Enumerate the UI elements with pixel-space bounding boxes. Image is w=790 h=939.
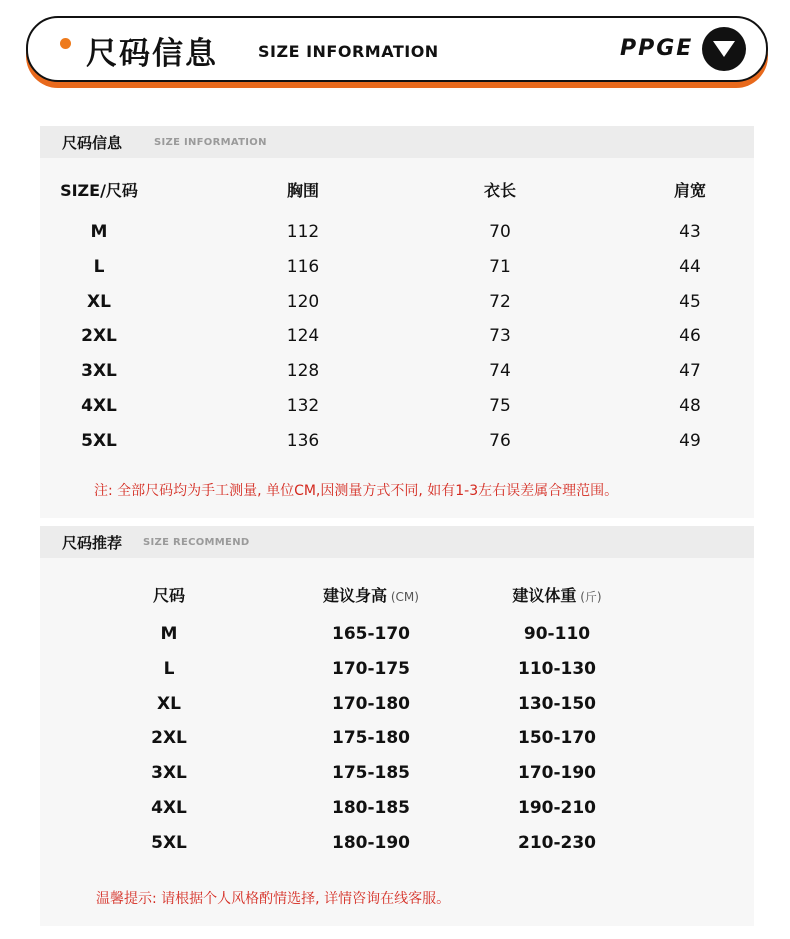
table-cell: 132 — [286, 396, 320, 416]
title-banner — [26, 16, 768, 88]
table-cell: 124 — [286, 326, 320, 347]
orange-dot-icon — [60, 38, 71, 49]
table-cell: 3XL — [151, 763, 187, 784]
column-header-label: 建议体重 — [512, 586, 577, 605]
column-header: 肩宽 — [673, 181, 707, 200]
table-cell: 170-175 — [331, 658, 411, 679]
column-header-label: 尺码 — [152, 586, 186, 605]
table-cell: 2XL — [151, 728, 187, 749]
recommend-tip: 温馨提示: 请根据个人风格酌情选择, 详情咨询在线客服。 — [96, 891, 451, 907]
table-cell: 165-170 — [331, 624, 411, 644]
banner-title-en: SIZE INFORMATION — [258, 42, 439, 61]
table-cell: 210-230 — [517, 832, 597, 853]
table-cell: 116 — [286, 256, 320, 277]
table-cell: 46 — [679, 326, 701, 347]
table-cell: 175-185 — [331, 763, 411, 784]
table-cell: 76 — [489, 430, 511, 451]
brand-logo: PPGE — [620, 36, 694, 61]
table-cell: XL — [87, 291, 111, 312]
table-cell: 43 — [679, 222, 701, 242]
size-info-title-cn: 尺码信息 — [62, 134, 123, 152]
table-cell: 175-180 — [331, 728, 411, 749]
table-cell: 180-190 — [331, 832, 411, 853]
size-info-section — [40, 126, 754, 518]
table-cell: 170-190 — [517, 763, 597, 784]
size-info-header — [40, 126, 754, 158]
table-cell: 4XL — [151, 798, 187, 818]
column-header-unit: (斤) — [576, 590, 602, 604]
table-cell: 45 — [679, 291, 701, 312]
measurement-note: 注: 全部尺码均为手工测量, 单位CM,因测量方式不同, 如有1-3左右误差属合理范围。 — [94, 483, 619, 499]
column-header-unit: (CM) — [387, 590, 419, 604]
table-cell: L — [93, 256, 105, 277]
table-cell: 120 — [286, 291, 320, 312]
column-header: 衣长 — [483, 181, 517, 200]
column-header-label: 建议身高 — [323, 586, 388, 605]
table-cell: 136 — [286, 430, 320, 451]
table-cell: L — [163, 658, 175, 679]
table-cell: M — [160, 624, 178, 644]
table-cell: 5XL — [151, 832, 187, 853]
table-cell: 150-170 — [517, 728, 597, 749]
table-cell: 70 — [489, 222, 511, 242]
table-cell: 170-180 — [331, 693, 411, 714]
table-cell: 71 — [489, 256, 511, 277]
column-header: 胸围 — [286, 181, 320, 200]
table-cell: 47 — [679, 361, 701, 382]
table-cell: 110-130 — [517, 658, 597, 679]
table-cell: 49 — [679, 430, 701, 451]
table-cell: 2XL — [81, 326, 117, 347]
column-header — [512, 583, 601, 606]
table-cell: 73 — [489, 326, 511, 347]
size-recommend-header — [40, 526, 754, 558]
table-cell: 190-210 — [517, 798, 597, 818]
table-cell: 44 — [679, 256, 701, 277]
table-cell: 5XL — [81, 430, 117, 451]
column-header: SIZE/尺码 — [60, 181, 138, 200]
column-header — [153, 583, 185, 606]
chevron-down-icon[interactable] — [702, 27, 746, 71]
size-info-title-en: SIZE INFORMATION — [154, 137, 267, 148]
table-cell: M — [90, 222, 108, 242]
table-cell: 112 — [286, 222, 320, 242]
column-header — [323, 583, 419, 606]
table-cell: 4XL — [81, 396, 117, 416]
table-cell: 72 — [489, 291, 511, 312]
table-cell: 128 — [286, 361, 320, 382]
size-recommend-title-en: SIZE RECOMMEND — [143, 537, 250, 548]
banner-title-cn: 尺码信息 — [86, 36, 218, 72]
table-cell: 48 — [679, 396, 701, 416]
table-cell: XL — [157, 693, 181, 714]
size-recommend-title-cn: 尺码推荐 — [62, 534, 123, 552]
table-cell: 3XL — [81, 361, 117, 382]
table-cell: 75 — [489, 396, 511, 416]
table-cell: 90-110 — [523, 624, 591, 644]
size-recommend-section — [40, 526, 754, 926]
table-cell: 130-150 — [517, 693, 597, 714]
table-cell: 74 — [489, 361, 511, 382]
table-cell: 180-185 — [331, 798, 411, 818]
banner-card — [26, 16, 768, 82]
